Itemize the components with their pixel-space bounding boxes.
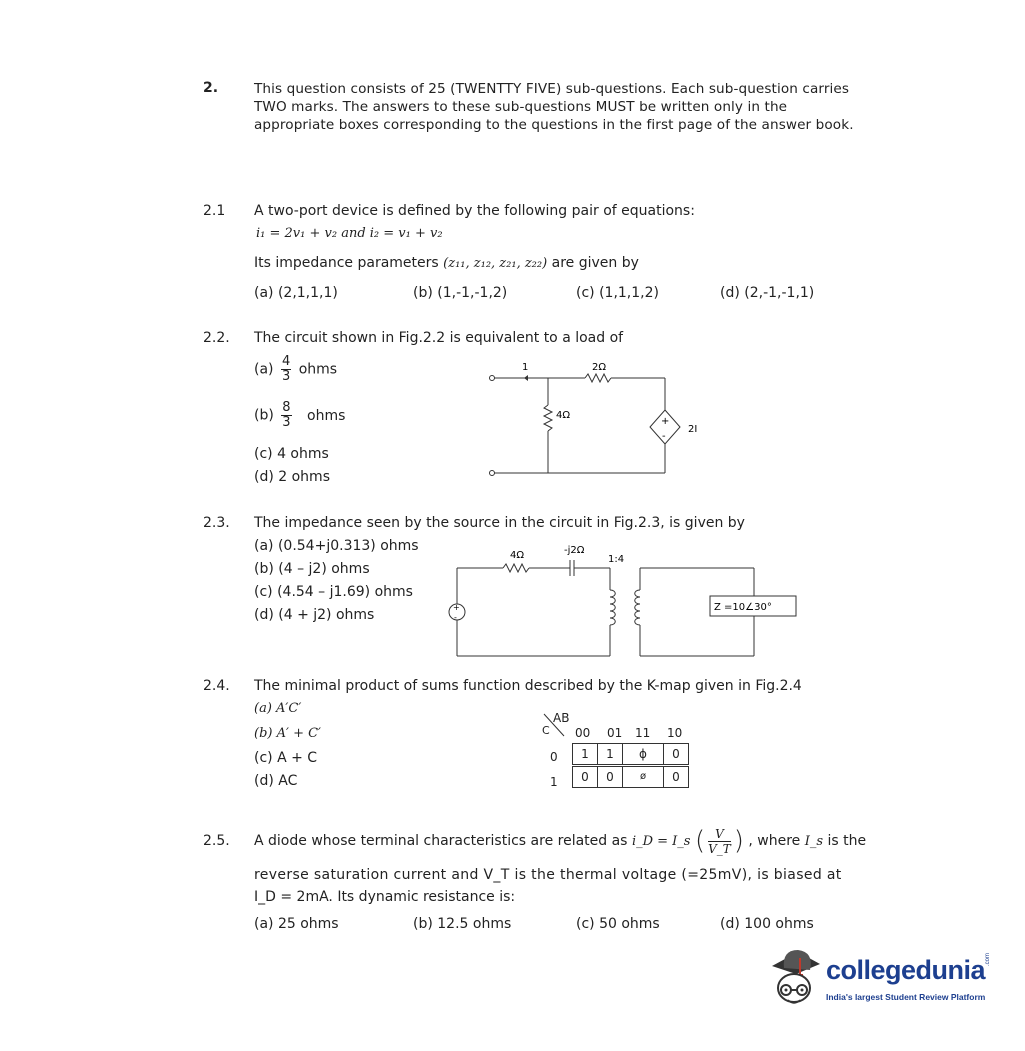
option-2-1-b: (b) (1,-1,-1,2): [413, 285, 508, 301]
question-intro: This question consists of 25 (TWENTTY FIVE) sub-questions. Each sub-question carries TWO marks. The answers to these sub-questions MUST be written only in the appropriate boxes corresponding to the questions in the first page of the answer book.: [254, 81, 854, 133]
circuit-2-3-resistor: 4Ω: [510, 550, 525, 561]
question-2-1-line: [254, 255, 639, 271]
kmap-cell: 0: [663, 743, 689, 765]
kmap-row-header: 0: [550, 750, 558, 764]
kmap-figure: [530, 708, 710, 798]
source-minus-icon: -: [454, 613, 457, 622]
question-2-5-line3: I_D = 2mA. Its dynamic resistance is:: [254, 889, 516, 905]
option-label: (b): [254, 407, 274, 424]
question-2-4-text: The minimal product of sums function described by the K-map given in Fig.2.4: [254, 678, 802, 694]
circuit-2-3-capacitor: -j2Ω: [564, 545, 585, 556]
option-2-2-a: [254, 355, 337, 384]
option-2-3-a: (a) (0.54+j0.313) ohms: [254, 538, 419, 554]
params-suffix: are given by: [551, 255, 639, 271]
diode-equation-lhs: i_D = I_s: [631, 834, 691, 849]
option-unit: ohms: [307, 407, 346, 424]
option-2-4-a: (a) A′C′: [254, 701, 302, 716]
circuit-2-3-ratio: 1:4: [608, 554, 625, 565]
kmap-cell: 0: [597, 766, 623, 788]
fraction-denominator: V_T: [708, 841, 731, 856]
question-number-2-4: 2.4.: [203, 678, 230, 694]
fraction-denominator: 3: [281, 369, 291, 384]
kmap-row-header: 1: [550, 775, 558, 789]
option-2-4-c: (c) A + C: [254, 750, 318, 766]
question-2-5-text: A diode whose terminal characteristics are related as: [254, 833, 628, 849]
option-2-5-a: (a) 25 ohms: [254, 916, 339, 932]
saturation-symbol: I_s: [804, 834, 824, 849]
option-2-1-c: (c) (1,1,1,2): [576, 285, 659, 301]
kmap-col-header: 00: [575, 726, 591, 740]
kmap-cell: ø: [622, 766, 664, 788]
circuit-resistor-top: 2Ω: [592, 362, 607, 373]
question-2-1-text: A two-port device is defined by the following pair of equations:: [254, 203, 695, 219]
question-number-2-2: 2.2.: [203, 330, 230, 346]
kmap-cell: 1: [597, 743, 623, 765]
logo-tagline: India's largest Student Review Platform: [826, 992, 986, 1002]
option-2-4-d: (d) AC: [254, 773, 298, 789]
question-2-5-line1: A diode whose terminal characteristics are related as i_D = I_s ( $\frac{V}{V\_T}$ ) , where I_s is the: [254, 826, 867, 856]
kmap-cell: 0: [663, 766, 689, 788]
question-number-2-1: 2.1: [203, 203, 226, 219]
circuit-figure-2-2: [480, 355, 700, 485]
logo-name: collegedunia: [826, 955, 986, 985]
question-number-2-3: 2.3.: [203, 515, 230, 531]
question-2-5-line2: reverse saturation current and V_T is the thermal voltage (=25mV), is biased at: [254, 867, 842, 883]
option-2-1-a: (a) (2,1,1,1): [254, 285, 338, 301]
option-2-2-b: [254, 401, 345, 430]
fraction-numerator: 4: [281, 354, 291, 369]
kmap-corner-top: AB: [553, 711, 570, 725]
kmap-col-header: 01: [607, 726, 623, 740]
fraction-numerator: V: [708, 827, 731, 842]
option-2-5-c: (c) 50 ohms: [576, 916, 660, 932]
circuit-source-plus: +: [661, 416, 670, 427]
kmap-col-header: 11: [635, 726, 651, 740]
kmap-cell: 0: [572, 766, 598, 788]
params-symbol: (z₁₁, z₁₂, z₂₁, z₂₂): [443, 256, 548, 271]
question-2-1-equation: i₁ = 2v₁ + v₂ and i₂ = v₁ + v₂: [256, 226, 443, 241]
circuit-source-label: 2I: [688, 424, 698, 435]
option-2-2-c: (c) 4 ohms: [254, 446, 329, 462]
kmap-col-header: 10: [667, 726, 683, 740]
option-2-3-b: (b) (4 – j2) ohms: [254, 561, 370, 577]
option-2-5-d: (d) 100 ohms: [720, 916, 814, 932]
question-number-2-5: 2.5.: [203, 833, 230, 849]
source-plus-icon: +: [453, 603, 460, 612]
collegedunia-mascot-icon: [764, 944, 824, 1010]
params-prefix: Its impedance parameters: [254, 255, 439, 271]
option-2-3-d: (d) (4 + j2) ohms: [254, 607, 375, 623]
option-2-1-d: (d) (2,-1,-1,1): [720, 285, 815, 301]
current-arrow-icon: [524, 375, 528, 381]
logo-suffix: .com: [985, 952, 991, 966]
fraction-numerator: 8: [282, 400, 291, 415]
option-2-2-d: (d) 2 ohms: [254, 469, 330, 485]
circuit-source-minus: -: [662, 431, 666, 442]
question-2-5-text: , where: [748, 833, 801, 849]
kmap-cell: 1: [572, 743, 598, 765]
option-unit: ohms: [298, 361, 338, 378]
fraction-denominator: 3: [282, 415, 291, 430]
question-number: 2.: [203, 80, 219, 96]
question-2-5-text: is the: [827, 833, 867, 849]
circuit-figure-2-3: [440, 538, 810, 663]
option-2-3-c: (c) (4.54 – j1.69) ohms: [254, 584, 413, 600]
option-label: (a): [254, 361, 274, 378]
kmap-corner-left: C: [542, 724, 550, 737]
kmap-cell: ϕ: [622, 743, 664, 765]
option-2-5-b: (b) 12.5 ohms: [413, 916, 512, 932]
circuit-2-3-load: Z =10∠30°: [714, 602, 772, 613]
question-2-2-text: The circuit shown in Fig.2.2 is equivalent to a load of: [254, 330, 624, 346]
option-2-4-b: (b) A′ + C′: [254, 726, 321, 741]
question-2-3-text: The impedance seen by the source in the circuit in Fig.2.3, is given by: [254, 515, 745, 531]
circuit-current-label: 1: [522, 362, 529, 373]
circuit-resistor-shunt: 4Ω: [556, 410, 571, 421]
